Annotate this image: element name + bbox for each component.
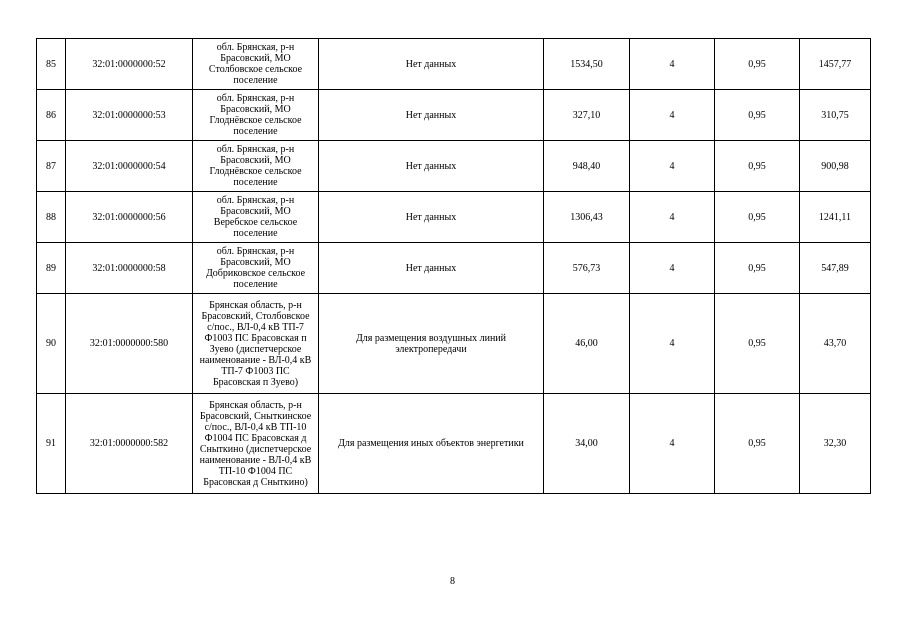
category: 4 bbox=[630, 243, 715, 294]
category: 4 bbox=[630, 141, 715, 192]
table-row bbox=[37, 39, 871, 90]
cadastral-number: 32:01:0000000:54 bbox=[66, 141, 193, 192]
purpose: Нет данных bbox=[319, 243, 544, 294]
cadastral-number: 32:01:0000000:580 bbox=[66, 294, 193, 394]
row-number: 91 bbox=[37, 394, 66, 494]
category: 4 bbox=[630, 192, 715, 243]
row-number: 89 bbox=[37, 243, 66, 294]
category: 4 bbox=[630, 394, 715, 494]
purpose: Для размещения иных объектов энергетики bbox=[319, 394, 544, 494]
area: 327,10 bbox=[544, 90, 630, 141]
area: 948,40 bbox=[544, 141, 630, 192]
cadastral-number: 32:01:0000000:53 bbox=[66, 90, 193, 141]
area: 34,00 bbox=[544, 394, 630, 494]
coefficient: 0,95 bbox=[715, 192, 800, 243]
table-row bbox=[37, 243, 871, 294]
coefficient: 0,95 bbox=[715, 294, 800, 394]
address: обл. Брянская, р-н Брасовский, МО Веребское сельское поселение bbox=[193, 192, 319, 243]
value: 900,98 bbox=[800, 141, 871, 192]
value: 547,89 bbox=[800, 243, 871, 294]
value: 1457,77 bbox=[800, 39, 871, 90]
category: 4 bbox=[630, 39, 715, 90]
table-row bbox=[37, 90, 871, 141]
coefficient: 0,95 bbox=[715, 243, 800, 294]
row-number: 86 bbox=[37, 90, 66, 141]
cadastral-number: 32:01:0000000:52 bbox=[66, 39, 193, 90]
category: 4 bbox=[630, 90, 715, 141]
coefficient: 0,95 bbox=[715, 394, 800, 494]
area: 1306,43 bbox=[544, 192, 630, 243]
row-number: 88 bbox=[37, 192, 66, 243]
value: 1241,11 bbox=[800, 192, 871, 243]
cadastral-number: 32:01:0000000:582 bbox=[66, 394, 193, 494]
page-number: 8 bbox=[450, 576, 455, 587]
address: обл. Брянская, р-н Брасовский, МО Глоднёвское сельское поселение bbox=[193, 141, 319, 192]
purpose: Нет данных bbox=[319, 39, 544, 90]
address: Брянская область, р-н Брасовский, Сныткинское с/пос., ВЛ-0,4 кВ ТП-10 Ф1004 ПС Брасовская д Сныткино (диспетчерское наименование - ВЛ-0,4 кВ ТП-10 Ф1004 ПС Брасовская д Сныткино) bbox=[193, 394, 319, 494]
value: 43,70 bbox=[800, 294, 871, 394]
coefficient: 0,95 bbox=[715, 141, 800, 192]
area: 1534,50 bbox=[544, 39, 630, 90]
row-number: 90 bbox=[37, 294, 66, 394]
table-row bbox=[37, 141, 871, 192]
address: обл. Брянская, р-н Брасовский, МО Глоднёвское сельское поселение bbox=[193, 90, 319, 141]
coefficient: 0,95 bbox=[715, 90, 800, 141]
address: обл. Брянская, р-н Брасовский, МО Добриковское сельское поселение bbox=[193, 243, 319, 294]
table-row bbox=[37, 192, 871, 243]
address: обл. Брянская, р-н Брасовский, МО Столбовское сельское поселение bbox=[193, 39, 319, 90]
cadastral-number: 32:01:0000000:58 bbox=[66, 243, 193, 294]
row-number: 87 bbox=[37, 141, 66, 192]
cadastral-number: 32:01:0000000:56 bbox=[66, 192, 193, 243]
coefficient: 0,95 bbox=[715, 39, 800, 90]
purpose: Нет данных bbox=[319, 192, 544, 243]
value: 310,75 bbox=[800, 90, 871, 141]
address: Брянская область, р-н Брасовский, Столбовское с/пос., ВЛ-0,4 кВ ТП-7 Ф1003 ПС Брасовская п Зуево (диспетчерское наименование - ВЛ-0,4 кВ ТП-7 Ф1003 ПС Брасовская п Зуево) bbox=[193, 294, 319, 394]
value: 32,30 bbox=[800, 394, 871, 494]
purpose: Для размещения воздушных линий электропередачи bbox=[319, 294, 544, 394]
table-row bbox=[37, 394, 871, 494]
table-row bbox=[37, 294, 871, 394]
land-plots-table bbox=[36, 38, 871, 494]
row-number: 85 bbox=[37, 39, 66, 90]
area: 46,00 bbox=[544, 294, 630, 394]
purpose: Нет данных bbox=[319, 141, 544, 192]
purpose: Нет данных bbox=[319, 90, 544, 141]
category: 4 bbox=[630, 294, 715, 394]
area: 576,73 bbox=[544, 243, 630, 294]
